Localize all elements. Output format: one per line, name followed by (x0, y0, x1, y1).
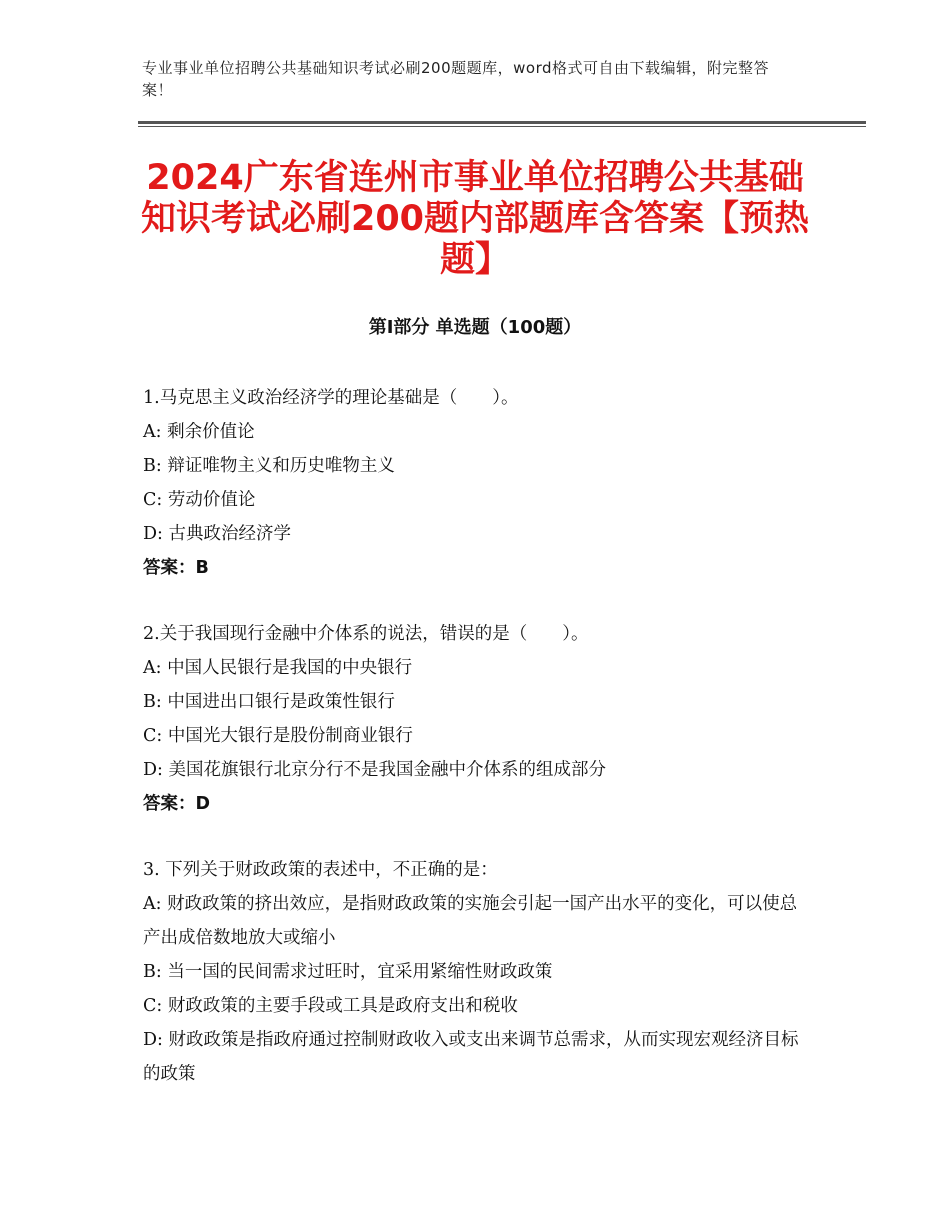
option-a: A: 剩余价值论 (143, 422, 255, 442)
header-note: 专业事业单位招聘公共基础知识考试必刷200题题库，word格式可自由下载编辑，附完整答案！ (142, 59, 770, 99)
question-3 (143, 853, 813, 1091)
question-stem: 1.马克思主义政治经济学的理论基础是（ ）。 (143, 388, 519, 408)
option-d: D: 古典政治经济学 (143, 524, 291, 544)
option-a: A: 中国人民银行是我国的中央银行 (143, 658, 413, 678)
option-c: C: 中国光大银行是股份制商业银行 (143, 726, 413, 746)
option-b: B: 中国进出口银行是政策性银行 (143, 692, 395, 712)
option-c: C: 财政政策的主要手段或工具是政府支出和税收 (143, 996, 518, 1016)
question-1 (143, 381, 813, 585)
option-a: A: 财政政策的挤出效应，是指财政政策的实施会引起一国产出水平的变化，可以使总产出成倍数地放大或缩小 (143, 894, 798, 948)
answer: 答案：B (143, 558, 209, 578)
header-divider-thick (138, 121, 866, 124)
option-b: B: 当一国的民间需求过旺时，宜采用紧缩性财政政策 (143, 962, 553, 982)
document-title: 2024广东省连州市事业单位招聘公共基础知识考试必刷200题内部题库含答案【预热题】 (140, 158, 810, 280)
question-stem: 2.关于我国现行金融中介体系的说法，错误的是（ ）。 (143, 624, 589, 644)
question-stem: 3. 下列关于财政政策的表述中，不正确的是： (143, 860, 498, 880)
option-b: B: 辩证唯物主义和历史唯物主义 (143, 456, 395, 476)
question-list (143, 381, 813, 1123)
option-d: D: 财政政策是指政府通过控制财政收入或支出来调节总需求，从而实现宏观经济目标的政策 (143, 1030, 799, 1084)
option-d: D: 美国花旗银行北京分行不是我国金融中介体系的组成部分 (143, 760, 606, 780)
option-c: C: 劳动价值论 (143, 490, 256, 510)
question-2 (143, 617, 813, 821)
section-title: 第Ⅰ部分 单选题（100题） (368, 317, 582, 338)
header-divider-thin (138, 126, 866, 127)
answer: 答案：D (143, 794, 211, 814)
